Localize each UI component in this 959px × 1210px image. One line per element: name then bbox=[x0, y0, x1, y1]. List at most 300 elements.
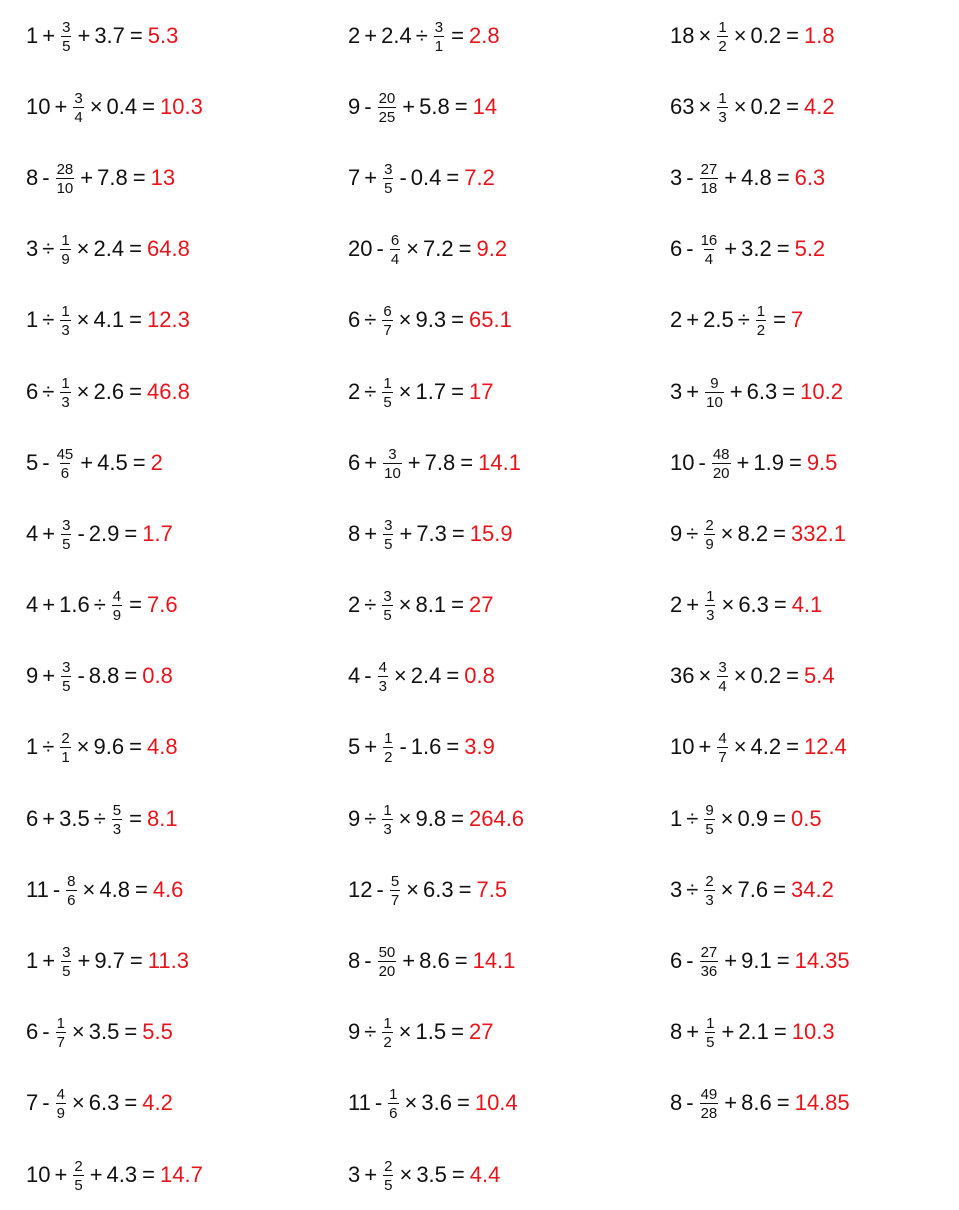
fraction-denominator: 7 bbox=[390, 891, 400, 909]
operator: + bbox=[721, 1019, 735, 1045]
fraction-denominator: 5 bbox=[62, 535, 71, 553]
operand: 8.1 bbox=[415, 592, 447, 618]
fraction-numerator: 1 bbox=[706, 588, 715, 606]
operator: + bbox=[686, 307, 700, 333]
fraction-numerator: 3 bbox=[62, 516, 71, 534]
fraction bbox=[383, 518, 393, 552]
fraction-denominator: 5 bbox=[383, 393, 392, 411]
operand: 9.8 bbox=[415, 805, 447, 831]
operand: 4.2 bbox=[750, 734, 782, 760]
fraction bbox=[60, 233, 70, 267]
operator: ÷ bbox=[364, 805, 377, 831]
operand: 9.7 bbox=[94, 948, 125, 974]
answer: 7.2 bbox=[464, 164, 495, 190]
fraction-denominator: 3 bbox=[705, 891, 714, 909]
operator: + bbox=[54, 1161, 68, 1187]
answer: 9.5 bbox=[806, 449, 838, 475]
fraction-numerator: 1 bbox=[756, 303, 766, 321]
math-problem bbox=[0, 925, 322, 996]
answer: 14.1 bbox=[478, 449, 521, 475]
operator: × bbox=[720, 876, 734, 902]
math-problem bbox=[322, 356, 644, 427]
equals-sign: = bbox=[451, 378, 464, 404]
fraction bbox=[56, 162, 75, 196]
equals-sign: = bbox=[132, 164, 146, 190]
fraction-denominator: 7 bbox=[56, 1034, 65, 1052]
fraction-denominator: 5 bbox=[383, 607, 392, 625]
fraction bbox=[700, 162, 719, 196]
fraction-denominator: 9 bbox=[112, 607, 122, 625]
fraction-numerator: 3 bbox=[62, 659, 71, 677]
fraction-numerator: 1 bbox=[384, 730, 393, 748]
operand: 3.7 bbox=[94, 22, 125, 48]
operator: × bbox=[406, 876, 420, 902]
operator: × bbox=[76, 734, 90, 760]
operand: 18 bbox=[670, 22, 695, 48]
math-problem bbox=[0, 641, 322, 712]
operator: × bbox=[393, 663, 407, 689]
math-problem bbox=[644, 356, 959, 427]
operator: + bbox=[364, 22, 378, 48]
answer: 65.1 bbox=[468, 307, 512, 333]
operator: + bbox=[80, 164, 94, 190]
math-problem bbox=[0, 854, 322, 925]
answer: 0.8 bbox=[142, 663, 173, 689]
fraction-denominator: 28 bbox=[700, 1105, 718, 1123]
fraction-numerator: 3 bbox=[718, 659, 727, 677]
fraction-denominator: 5 bbox=[74, 1176, 83, 1194]
equals-sign: = bbox=[458, 876, 472, 902]
equals-sign: = bbox=[446, 164, 460, 190]
fraction-denominator: 6 bbox=[60, 464, 70, 482]
answer: 4.4 bbox=[469, 1161, 501, 1187]
operand: 9.3 bbox=[415, 307, 447, 333]
operand: 3 bbox=[670, 378, 683, 404]
math-problem bbox=[0, 427, 322, 498]
fraction-numerator: 1 bbox=[383, 801, 392, 819]
operand: 3 bbox=[348, 1161, 361, 1187]
operand: 9.1 bbox=[741, 948, 772, 974]
equals-sign: = bbox=[773, 1019, 787, 1045]
fraction-denominator: 5 bbox=[62, 963, 71, 981]
fraction-numerator: 2 bbox=[705, 872, 714, 890]
operand: 3.5 bbox=[88, 1019, 120, 1045]
fraction-numerator: 4 bbox=[718, 730, 727, 748]
math-problem bbox=[644, 214, 959, 285]
fraction-numerator: 3 bbox=[384, 160, 393, 178]
operand: 2.1 bbox=[738, 1019, 769, 1045]
operand: 8 bbox=[670, 1090, 683, 1116]
operand: 3.6 bbox=[421, 1090, 452, 1116]
operand: 0.9 bbox=[737, 805, 769, 831]
operator: × bbox=[733, 22, 747, 48]
fraction-denominator: 5 bbox=[384, 179, 393, 197]
operand: 6 bbox=[26, 1019, 39, 1045]
operator: + bbox=[42, 22, 56, 48]
fraction bbox=[705, 1016, 715, 1050]
fraction-numerator: 3 bbox=[383, 588, 392, 606]
operand: 4 bbox=[348, 663, 361, 689]
equals-sign: = bbox=[446, 734, 460, 760]
math-problem bbox=[0, 356, 322, 427]
fraction bbox=[717, 731, 727, 765]
equals-sign: = bbox=[454, 948, 468, 974]
answer: 5.2 bbox=[794, 236, 826, 262]
math-problem bbox=[322, 997, 644, 1068]
operand: 10 bbox=[670, 449, 695, 475]
fraction bbox=[60, 304, 70, 338]
operand: 0.2 bbox=[750, 22, 782, 48]
operand: 7.8 bbox=[97, 164, 128, 190]
operator: - bbox=[364, 948, 372, 974]
operand: 6.3 bbox=[423, 876, 454, 902]
answer: 4.2 bbox=[804, 93, 835, 119]
fraction-denominator: 6 bbox=[389, 1105, 398, 1123]
operator: ÷ bbox=[42, 378, 55, 404]
operator: - bbox=[399, 164, 407, 190]
math-problem bbox=[322, 925, 644, 996]
operand: 10 bbox=[670, 734, 695, 760]
operand: 9 bbox=[348, 1019, 361, 1045]
math-problem bbox=[644, 0, 959, 71]
fraction bbox=[56, 1016, 66, 1050]
operand: 4 bbox=[26, 520, 39, 546]
operand: 11 bbox=[26, 876, 49, 902]
operand: 3.5 bbox=[416, 1161, 447, 1187]
fraction-denominator: 9 bbox=[56, 1105, 65, 1123]
equals-sign: = bbox=[773, 307, 786, 333]
equals-sign: = bbox=[786, 93, 799, 119]
answer: 46.8 bbox=[146, 378, 190, 404]
operator: ÷ bbox=[364, 378, 377, 404]
fraction-numerator: 4 bbox=[378, 659, 387, 677]
fraction-numerator: 49 bbox=[700, 1086, 718, 1104]
equals-sign: = bbox=[134, 876, 148, 902]
operator: ÷ bbox=[42, 307, 55, 333]
fraction-numerator: 9 bbox=[705, 801, 714, 819]
operand: 4.8 bbox=[741, 164, 772, 190]
fraction-denominator: 4 bbox=[74, 108, 83, 126]
operator: - bbox=[42, 1019, 50, 1045]
operand: 36 bbox=[670, 663, 695, 689]
operator: ÷ bbox=[42, 734, 55, 760]
fraction bbox=[378, 945, 397, 979]
operator: ÷ bbox=[415, 22, 428, 48]
fraction-denominator: 7 bbox=[383, 322, 392, 340]
operator: × bbox=[71, 1090, 85, 1116]
fraction bbox=[382, 803, 392, 837]
operand: 7.3 bbox=[416, 520, 447, 546]
math-problem bbox=[0, 712, 322, 783]
operand: 3 bbox=[670, 164, 683, 190]
math-problem bbox=[322, 214, 644, 285]
equals-sign: = bbox=[788, 449, 802, 475]
answer: 10.3 bbox=[791, 1019, 835, 1045]
operand: 6 bbox=[26, 805, 39, 831]
fraction bbox=[704, 874, 714, 908]
equals-sign: = bbox=[129, 805, 142, 831]
equals-sign: = bbox=[132, 449, 146, 475]
fraction-numerator: 2 bbox=[61, 730, 70, 748]
operand: 2 bbox=[348, 378, 361, 404]
equals-sign: = bbox=[451, 520, 465, 546]
equals-sign: = bbox=[773, 520, 786, 546]
operand: 20 bbox=[348, 236, 373, 262]
equals-sign: = bbox=[446, 663, 460, 689]
fraction bbox=[383, 1159, 393, 1193]
operator: ÷ bbox=[364, 1019, 377, 1045]
fraction-numerator: 5 bbox=[390, 872, 400, 890]
operator: + bbox=[686, 592, 700, 618]
answer: 9.2 bbox=[476, 236, 508, 262]
equals-sign: = bbox=[782, 378, 796, 404]
fraction-numerator: 50 bbox=[378, 944, 396, 962]
math-problem bbox=[644, 997, 959, 1068]
operator: + bbox=[80, 449, 94, 475]
operand: 4.3 bbox=[106, 1161, 138, 1187]
equals-sign: = bbox=[451, 1019, 464, 1045]
math-problem bbox=[0, 0, 322, 71]
fraction bbox=[717, 20, 727, 54]
answer: 4.8 bbox=[146, 734, 178, 760]
operand: 9 bbox=[348, 805, 361, 831]
answer: 7.5 bbox=[476, 876, 508, 902]
math-problem bbox=[0, 570, 322, 641]
operator: × bbox=[398, 805, 412, 831]
fraction-denominator: 3 bbox=[378, 678, 387, 696]
fraction bbox=[382, 589, 392, 623]
equals-sign: = bbox=[456, 1090, 470, 1116]
operator: ÷ bbox=[93, 805, 106, 831]
operand: 1 bbox=[670, 805, 683, 831]
math-problem bbox=[0, 783, 322, 854]
operator: - bbox=[698, 449, 706, 475]
operand: 5 bbox=[26, 449, 39, 475]
equals-sign: = bbox=[451, 592, 464, 618]
operator: + bbox=[724, 948, 738, 974]
answer: 5.3 bbox=[147, 22, 179, 48]
equals-sign: = bbox=[451, 307, 464, 333]
operator: + bbox=[729, 378, 743, 404]
equals-sign: = bbox=[776, 164, 790, 190]
fraction bbox=[390, 233, 400, 267]
fraction bbox=[434, 20, 444, 54]
operand: 2.4 bbox=[410, 663, 442, 689]
operator: - bbox=[376, 236, 384, 262]
fraction-numerator: 4 bbox=[112, 588, 122, 606]
math-problem bbox=[322, 1068, 644, 1139]
operator: + bbox=[42, 805, 56, 831]
operand: 3.2 bbox=[741, 236, 772, 262]
operand: 7 bbox=[26, 1090, 39, 1116]
equals-sign: = bbox=[451, 1161, 465, 1187]
math-problem bbox=[322, 783, 644, 854]
operand: 2.9 bbox=[88, 520, 120, 546]
answer: 2 bbox=[150, 449, 163, 475]
fraction-denominator: 18 bbox=[700, 179, 718, 197]
equals-sign: = bbox=[129, 592, 142, 618]
operand: 8.6 bbox=[741, 1090, 772, 1116]
fraction-denominator: 4 bbox=[390, 251, 400, 269]
operand: 12 bbox=[348, 876, 373, 902]
fraction-denominator: 3 bbox=[383, 820, 392, 838]
operator: + bbox=[364, 1161, 378, 1187]
math-problem bbox=[644, 285, 959, 356]
operand: 1.6 bbox=[410, 734, 442, 760]
operand: 1.6 bbox=[59, 592, 90, 618]
fraction bbox=[383, 731, 393, 765]
fraction-numerator: 45 bbox=[56, 445, 74, 463]
math-problem bbox=[644, 71, 959, 142]
math-problem bbox=[644, 641, 959, 712]
fraction-denominator: 20 bbox=[378, 963, 396, 981]
answer: 7 bbox=[790, 307, 804, 333]
fraction-denominator: 3 bbox=[61, 322, 70, 340]
operator: ÷ bbox=[42, 236, 55, 262]
operand: 6.3 bbox=[746, 378, 778, 404]
operand: 10 bbox=[26, 93, 51, 119]
answer: 64.8 bbox=[146, 236, 190, 262]
math-problem bbox=[0, 214, 322, 285]
math-problem bbox=[0, 285, 322, 356]
fraction-numerator: 6 bbox=[390, 232, 400, 250]
equals-sign: = bbox=[129, 378, 142, 404]
operator: × bbox=[89, 93, 103, 119]
answer: 4.1 bbox=[791, 592, 823, 618]
operator: - bbox=[52, 876, 61, 902]
equals-sign: = bbox=[451, 22, 464, 48]
operand: 8 bbox=[348, 948, 361, 974]
operand: 2 bbox=[670, 307, 683, 333]
fraction-denominator: 1 bbox=[61, 749, 70, 767]
operator: × bbox=[698, 93, 712, 119]
operator: × bbox=[398, 307, 412, 333]
equals-sign: = bbox=[129, 734, 142, 760]
operator: - bbox=[42, 1090, 50, 1116]
operand: 8.2 bbox=[737, 520, 769, 546]
operand: 7 bbox=[348, 164, 361, 190]
operator: + bbox=[698, 734, 712, 760]
fraction-numerator: 2 bbox=[705, 516, 714, 534]
answer: 34.2 bbox=[790, 876, 834, 902]
operator: + bbox=[54, 93, 68, 119]
operand: 3 bbox=[670, 876, 683, 902]
fraction bbox=[390, 874, 400, 908]
fraction-numerator: 3 bbox=[384, 516, 393, 534]
answer: 0.8 bbox=[464, 663, 495, 689]
answer: 0.5 bbox=[790, 805, 822, 831]
math-problem bbox=[322, 1139, 644, 1210]
answer: 27 bbox=[468, 1019, 494, 1045]
operator: × bbox=[733, 663, 747, 689]
equals-sign: = bbox=[142, 1161, 155, 1187]
equals-sign: = bbox=[776, 948, 790, 974]
operand: 2 bbox=[348, 592, 361, 618]
math-problem bbox=[0, 142, 322, 213]
fraction bbox=[388, 1087, 398, 1121]
operand: 1 bbox=[26, 734, 39, 760]
fraction bbox=[383, 162, 393, 196]
fraction bbox=[712, 447, 731, 481]
fraction-denominator: 5 bbox=[705, 820, 714, 838]
fraction bbox=[756, 304, 766, 338]
fraction bbox=[382, 304, 392, 338]
operand: 10 bbox=[26, 1161, 51, 1187]
operator: + bbox=[364, 734, 378, 760]
operand: 6.3 bbox=[88, 1090, 120, 1116]
operator: × bbox=[698, 663, 712, 689]
operand: 8.6 bbox=[419, 948, 450, 974]
fraction bbox=[56, 447, 75, 481]
fraction-numerator: 3 bbox=[388, 445, 397, 463]
fraction-numerator: 1 bbox=[383, 374, 392, 392]
equals-sign: = bbox=[786, 663, 799, 689]
fraction-denominator: 5 bbox=[62, 678, 71, 696]
operator: + bbox=[42, 520, 56, 546]
fraction-denominator: 5 bbox=[384, 535, 393, 553]
operator: + bbox=[724, 1090, 738, 1116]
answer: 11.3 bbox=[147, 948, 189, 974]
fraction-denominator: 20 bbox=[712, 464, 730, 482]
answer: 7.6 bbox=[146, 592, 178, 618]
math-problem bbox=[644, 925, 959, 996]
fraction-numerator: 2 bbox=[384, 1157, 393, 1175]
answer: 5.4 bbox=[804, 663, 835, 689]
fraction-denominator: 10 bbox=[706, 393, 723, 411]
operator: × bbox=[406, 236, 420, 262]
operator: - bbox=[77, 520, 85, 546]
fraction-denominator: 1 bbox=[434, 37, 444, 55]
operand: 1 bbox=[26, 948, 39, 974]
operator: - bbox=[376, 876, 384, 902]
math-problem bbox=[0, 997, 322, 1068]
operator: × bbox=[404, 1090, 418, 1116]
fraction-denominator: 5 bbox=[706, 1034, 715, 1052]
math-problem bbox=[644, 498, 959, 569]
fraction bbox=[61, 945, 71, 979]
math-problem bbox=[322, 427, 644, 498]
equals-sign: = bbox=[124, 1019, 138, 1045]
fraction bbox=[382, 376, 392, 410]
math-problem bbox=[0, 498, 322, 569]
fraction bbox=[61, 20, 71, 54]
equals-sign: = bbox=[786, 734, 799, 760]
answer: 14.35 bbox=[794, 948, 850, 974]
operator: + bbox=[77, 948, 91, 974]
operator: + bbox=[42, 948, 56, 974]
math-problem bbox=[0, 1139, 322, 1210]
operator: ÷ bbox=[364, 592, 377, 618]
fraction-numerator: 9 bbox=[710, 374, 719, 392]
fraction-numerator: 3 bbox=[62, 18, 71, 36]
answer: 10.4 bbox=[474, 1090, 518, 1116]
operand: 6 bbox=[670, 948, 683, 974]
fraction-numerator: 1 bbox=[389, 1086, 398, 1104]
operator: × bbox=[76, 307, 90, 333]
operand: 9 bbox=[670, 520, 683, 546]
operand: 2.4 bbox=[381, 22, 412, 48]
equals-sign: = bbox=[124, 520, 138, 546]
fraction-denominator: 10 bbox=[384, 464, 401, 482]
operand: 0.2 bbox=[750, 663, 782, 689]
math-problem bbox=[322, 854, 644, 925]
operand: 2 bbox=[348, 22, 361, 48]
fraction-denominator: 9 bbox=[61, 251, 70, 269]
operator: - bbox=[364, 663, 372, 689]
operand: 8 bbox=[670, 1019, 683, 1045]
operator: + bbox=[42, 663, 56, 689]
operand: 9.6 bbox=[93, 734, 125, 760]
